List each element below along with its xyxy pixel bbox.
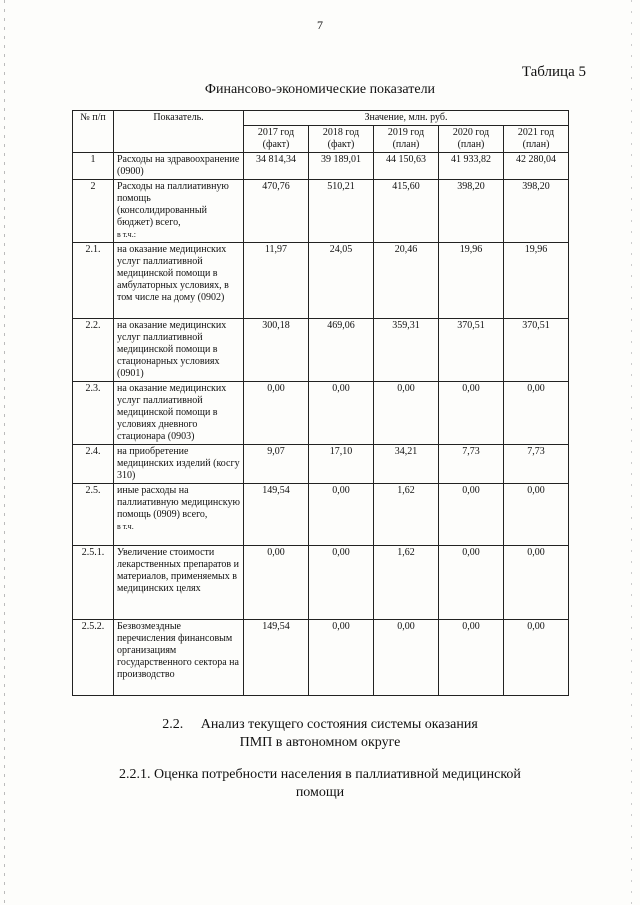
row-indicator: на оказание медицинских услуг паллиативной медицинской помощи в условиях дневного стационара (0903)	[114, 382, 244, 445]
row-value: 398,20	[504, 180, 569, 243]
table-row	[73, 382, 569, 445]
row-value: 370,51	[504, 319, 569, 382]
table-row	[73, 243, 569, 319]
row-value: 0,00	[504, 546, 569, 620]
row-indicator: на оказание медицинских услуг паллиативной медицинской помощи в стационарных условиях (0901)	[114, 319, 244, 382]
row-note: в т.ч.	[117, 522, 134, 531]
table-title: Финансово-экономические показатели	[204, 82, 436, 97]
row-value: 359,31	[374, 319, 439, 382]
row-value: 149,54	[244, 620, 309, 696]
table-row	[73, 546, 569, 620]
row-value: 19,96	[504, 243, 569, 319]
header-year: 2021 год (план)	[504, 126, 569, 153]
row-indicator: Расходы на паллиативную помощь (консолидированный бюджет) всего, в т.ч.:	[114, 180, 244, 243]
row-value: 0,00	[439, 620, 504, 696]
row-value: 20,46	[374, 243, 439, 319]
row-value: 19,96	[439, 243, 504, 319]
row-value: 7,73	[504, 445, 569, 484]
row-value: 0,00	[374, 382, 439, 445]
row-value: 42 280,04	[504, 153, 569, 180]
row-value: 300,18	[244, 319, 309, 382]
section-title-line1: Анализ текущего состояния системы оказания	[200, 717, 478, 732]
header-row	[73, 111, 569, 126]
row-num: 2.5.2.	[73, 620, 114, 696]
section-number: 2.2.	[162, 717, 184, 732]
row-value: 149,54	[244, 484, 309, 546]
table-row	[73, 445, 569, 484]
row-value: 9,07	[244, 445, 309, 484]
row-num: 2.1.	[73, 243, 114, 319]
row-value: 398,20	[439, 180, 504, 243]
table-row	[73, 484, 569, 546]
table-row	[73, 153, 569, 180]
header-indicator: Показатель.	[114, 111, 244, 153]
row-value: 1,62	[374, 484, 439, 546]
row-num: 2.5.	[73, 484, 114, 546]
row-value: 39 189,01	[309, 153, 374, 180]
row-value: 0,00	[504, 620, 569, 696]
row-num: 2	[73, 180, 114, 243]
row-value: 41 933,82	[439, 153, 504, 180]
row-value: 7,73	[439, 445, 504, 484]
row-value: 34 814,34	[244, 153, 309, 180]
row-value: 0,00	[374, 620, 439, 696]
header-year: 2017 год (факт)	[244, 126, 309, 153]
header-year: 2019 год (план)	[374, 126, 439, 153]
row-num: 2.4.	[73, 445, 114, 484]
table-row	[73, 180, 569, 243]
row-value: 370,51	[439, 319, 504, 382]
row-indicator: на приобретение медицинских изделий (косгу 310)	[114, 445, 244, 484]
section-title-line2: помощи	[295, 785, 345, 800]
row-value: 0,00	[309, 620, 374, 696]
row-value: 1,62	[374, 546, 439, 620]
row-indicator: Увеличение стоимости лекарственных препаратов и материалов, применяемых в медицинских целях	[114, 546, 244, 620]
header-value-group: Значение, млн. руб.	[244, 111, 569, 126]
row-value: 415,60	[374, 180, 439, 243]
row-value: 0,00	[244, 546, 309, 620]
row-num: 2.5.1.	[73, 546, 114, 620]
row-value: 0,00	[504, 382, 569, 445]
header-year: 2020 год (план)	[439, 126, 504, 153]
table-label: Таблица 5	[521, 64, 586, 80]
row-num: 1	[73, 153, 114, 180]
row-num: 2.3.	[73, 382, 114, 445]
header-year: 2018 год (факт)	[309, 126, 374, 153]
row-note: в т.ч.:	[117, 230, 136, 239]
header-num: № п/п	[73, 111, 114, 153]
row-value: 0,00	[309, 484, 374, 546]
financial-table	[72, 110, 569, 696]
row-value: 0,00	[504, 484, 569, 546]
table-row	[73, 620, 569, 696]
row-indicator: иные расходы на паллиативную медицинскую помощь (0909) всего, в т.ч.	[114, 484, 244, 546]
row-value: 469,06	[309, 319, 374, 382]
section-heading-2-2-1	[0, 766, 640, 802]
page-number: 7	[317, 18, 323, 32]
row-value: 11,97	[244, 243, 309, 319]
row-value: 0,00	[439, 382, 504, 445]
section-title-line2: ПМП в автономном округе	[239, 735, 401, 750]
row-value: 0,00	[439, 484, 504, 546]
row-indicator: на оказание медицинских услуг паллиативной медицинской помощи в амбулаторных условиях, в том числе на дому (0902)	[114, 243, 244, 319]
row-indicator: Безвозмездные перечисления финансовым организациям государственного сектора на производство	[114, 620, 244, 696]
row-value: 24,05	[309, 243, 374, 319]
row-value: 0,00	[244, 382, 309, 445]
row-value: 34,21	[374, 445, 439, 484]
row-value: 0,00	[309, 382, 374, 445]
row-value: 44 150,63	[374, 153, 439, 180]
row-num: 2.2.	[73, 319, 114, 382]
row-value: 510,21	[309, 180, 374, 243]
row-indicator: Расходы на здравоохранение (0900)	[114, 153, 244, 180]
row-value: 0,00	[439, 546, 504, 620]
table-row	[73, 319, 569, 382]
section-heading-2-2	[0, 716, 640, 752]
row-value: 0,00	[309, 546, 374, 620]
section-number: 2.2.1.	[119, 767, 151, 782]
section-title-line1: Оценка потребности населения в паллиативной медицинской	[154, 767, 521, 782]
row-value: 17,10	[309, 445, 374, 484]
row-value: 470,76	[244, 180, 309, 243]
